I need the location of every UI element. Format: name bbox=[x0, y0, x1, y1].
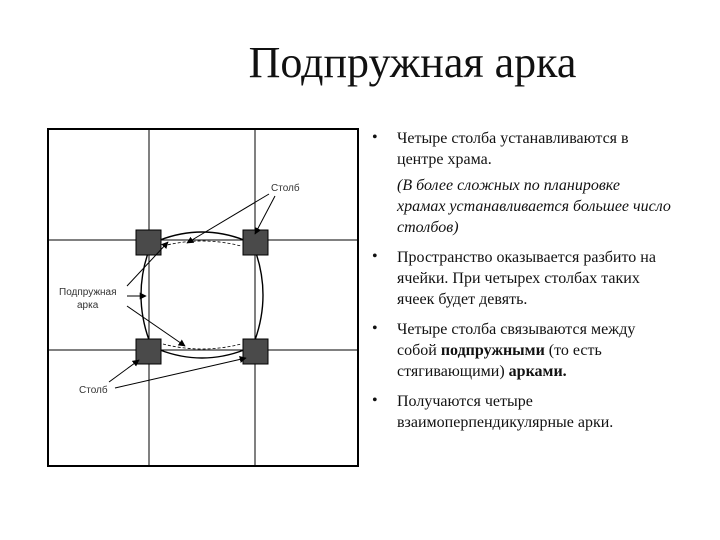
bullet-marker: • bbox=[372, 392, 378, 409]
arch-diagram bbox=[47, 128, 359, 467]
slide-title: Подпружная арка bbox=[248, 38, 577, 87]
bullet-item bbox=[372, 128, 672, 170]
label-column-top: Столб bbox=[271, 183, 300, 194]
bullet-text-bold-term: подпружными bbox=[440, 342, 545, 359]
bullet-item bbox=[372, 247, 672, 310]
column-bottom-right bbox=[243, 339, 268, 364]
bullet-text-bold-arches: арками. bbox=[508, 363, 567, 380]
bullet-marker: • bbox=[372, 129, 378, 146]
bullet-item bbox=[372, 319, 672, 382]
bullet-marker: • bbox=[372, 248, 378, 265]
column-bottom-left bbox=[136, 339, 161, 364]
label-arch-line1: Подпружная bbox=[59, 287, 117, 298]
bullet-text-pre: Четыре столба связываются между собой bbox=[397, 321, 636, 359]
bullet-list bbox=[372, 128, 672, 442]
label-arch-line2: арка bbox=[77, 300, 99, 311]
bullet-text-mid: (то есть стягивающими) bbox=[397, 342, 602, 380]
bullet-item bbox=[372, 391, 672, 433]
bullet-note-text: (В более сложных по планировке храмах устанавливается большее число столбов) bbox=[397, 177, 671, 236]
column-top-left bbox=[136, 230, 161, 255]
bullet-marker: • bbox=[372, 320, 378, 337]
bullet-text: Пространство оказывается разбито на ячейки. При четырех столбах таких ячеек будет девять. bbox=[397, 249, 656, 308]
arch-diagram-svg bbox=[47, 128, 359, 467]
bullet-text: Четыре столба устанавливаются в центре храма. bbox=[397, 130, 629, 168]
label-column-bottom: Столб bbox=[79, 385, 108, 396]
bullet-note bbox=[372, 175, 672, 238]
bullet-text: Получаются четыре взаимоперпендикулярные арки. bbox=[397, 393, 614, 431]
